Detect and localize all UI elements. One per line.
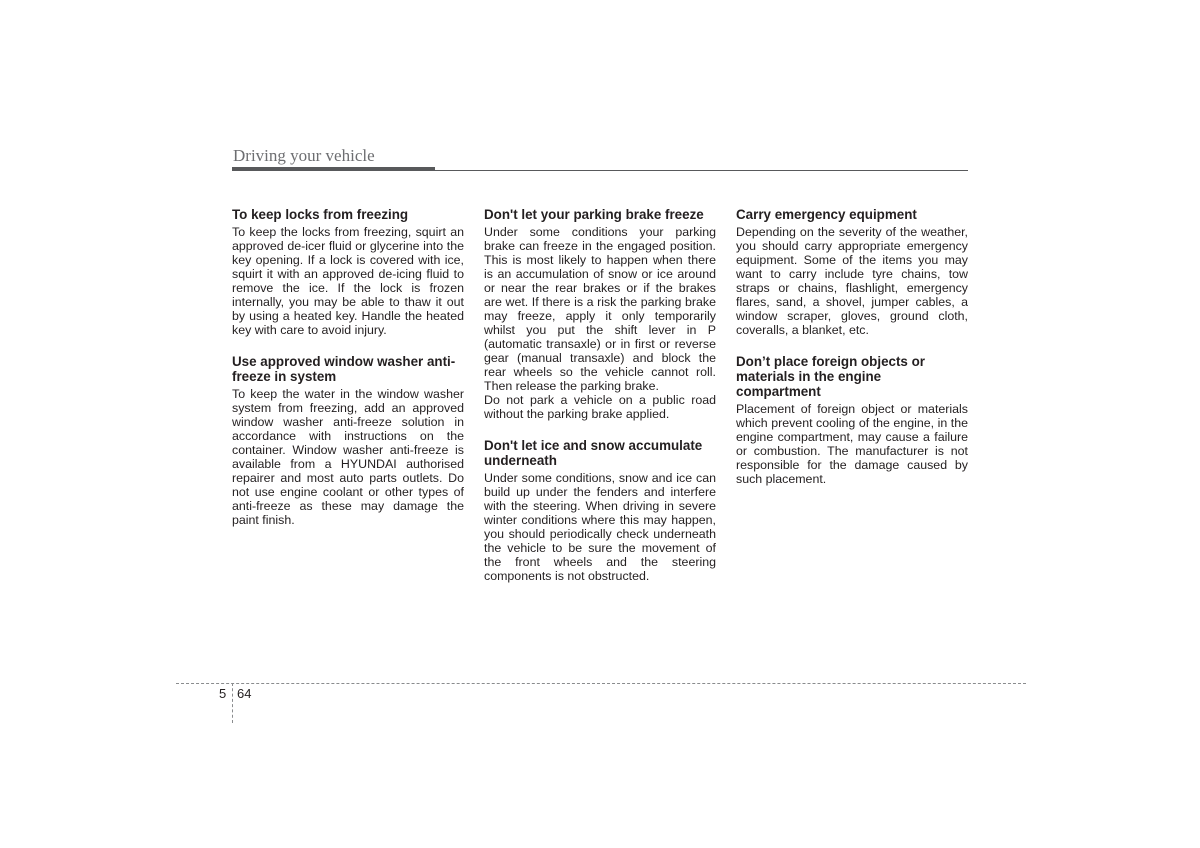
section-heading: Don't let ice and snow accumulate underneath [484,438,703,468]
section-foreign-objects [736,354,968,486]
chapter-number: 5 [219,686,227,701]
section-body: Under some conditions your parking brake can freeze in the engaged position. This is most likely to happen when there is an accumulation of snow or ice around or near the rear brakes or if the brakes are wet. If there is a risk the parking brake may freeze, apply it only temporarily whilst you put the shift lever in P (automatic transaxle) or in first or reverse gear (manual transaxle) and block the rear wheels so the vehicle cannot roll. Then release the parking brake. [484,225,716,393]
column-2 [484,207,716,600]
header-rule-thick [232,167,435,171]
section-emergency-equipment [736,207,968,337]
section-parking-brake [484,207,716,421]
footer-divider [232,683,233,723]
section-heading: To keep locks from freezing [232,207,409,222]
column-3 [736,207,968,503]
page-number: 64 [237,686,252,701]
footer-rule [176,683,1026,684]
section-body: To keep the water in the window washer system from freezing, add an approved window washer anti-freeze solution in accordance with instructions on the container. Window washer anti-freeze is available from a HYUNDAI authorised repairer and most auto parts outlets. Do not use engine coolant or other types of anti-freeze as these may damage the paint finish. [232,387,464,527]
column-1 [232,207,464,544]
section-heading: Don't let your parking brake freeze [484,207,704,222]
section-body: Depending on the severity of the weather, you should carry appropriate emergency equipment. Some of the items you may want to carry include tyre chains, tow straps or chains, flashlight, emergency flares, sand, a shovel, jumper cables, a window scraper, gloves, ground cloth, coveralls, a blanket, etc. [736,225,968,337]
section-heading: Use approved window washer anti-freeze in system [232,354,456,384]
section-heading: Don’t place foreign objects or materials in the engine compartment [736,354,925,399]
section-heading: Carry emergency equipment [736,207,917,222]
section-body: Placement of foreign object or materials which prevent cooling of the engine, in the engine compartment, may cause a failure or combustion. The manufacturer is not responsible for the damage caused by such placement. [736,402,968,486]
page-header-title: Driving your vehicle [233,146,375,165]
section-locks-freezing [232,207,464,337]
section-washer-antifreeze [232,354,464,527]
section-body: Under some conditions, snow and ice can build up under the fenders and interfere with the steering. When driving in severe winter conditions where this may happen, you should periodically check underneath the vehicle to be sure the movement of the front wheels and the steering components is not obstructed. [484,471,716,583]
header-rule-thin [435,170,968,171]
section-body-2: Do not park a vehicle on a public road without the parking brake applied. [484,393,716,421]
section-body: To keep the locks from freezing, squirt an approved de-icer fluid or glycerine into the key opening. If a lock is covered with ice, squirt it with an approved de-icing fluid to remove the ice. If the lock is frozen internally, you may be able to thaw it out by using a heated key. Handle the heated key with care to avoid injury. [232,225,464,337]
section-ice-snow [484,438,716,583]
